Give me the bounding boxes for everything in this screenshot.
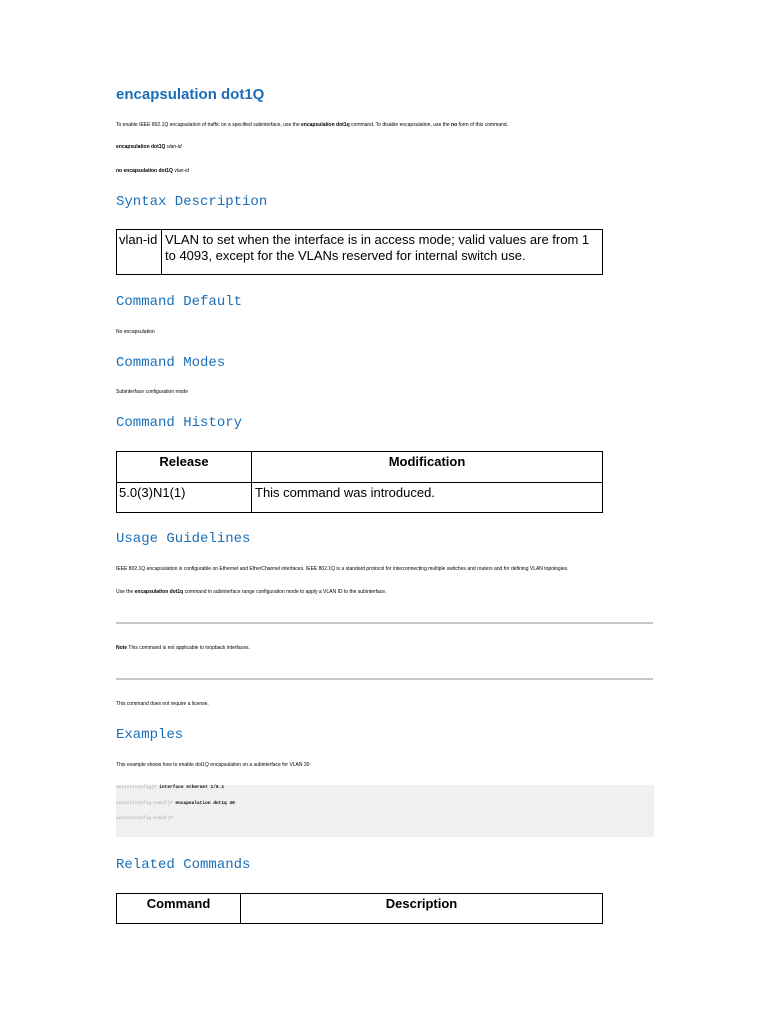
note-bottom-divider	[116, 678, 653, 680]
code-line	[116, 801, 235, 806]
command-modes-text: Subinterface configuration mode	[116, 389, 188, 395]
section-heading-related-commands: Related Commands	[116, 857, 251, 873]
history-release: 5.0(3)N1(1)	[117, 483, 252, 513]
related-header-description: Description	[241, 894, 603, 924]
section-heading-examples: Examples	[116, 727, 184, 743]
note-label: Note	[116, 645, 128, 651]
examples-text: This example shows how to enable dot1Q encapsulation on a subinterface for VLAN 30:	[116, 762, 311, 768]
history-header-release: Release	[117, 452, 252, 483]
table-row	[117, 483, 603, 513]
section-heading-command-history: Command History	[116, 415, 243, 431]
intro-command: encapsulation dot1q	[301, 122, 350, 128]
note	[116, 645, 250, 652]
command-default-text: No encapsulation	[116, 329, 155, 335]
code-block	[116, 785, 654, 837]
section-heading-usage-guidelines: Usage Guidelines	[116, 531, 251, 547]
code-command: encapsulation dot1q 30	[175, 801, 235, 806]
history-table	[116, 451, 603, 513]
note-text: This command is not applicable to loopback interfaces.	[127, 645, 250, 651]
syntax-param: vlan-id	[117, 230, 162, 275]
code-line	[116, 785, 224, 790]
intro-text-1: To enable IEEE 802.1Q encapsulation of traffic on a specified subinterface, use the	[116, 122, 302, 128]
license-text: This command does not require a license.	[116, 701, 209, 707]
syntax-param-description: VLAN to set when the interface is in access mode; valid values are from 1 to 4093, except for the VLANs reserved for internal switch use.	[162, 230, 603, 275]
related-header-command: Command	[117, 894, 241, 924]
code-prompt: switch(config-subif)#	[116, 816, 173, 821]
syntax-table	[116, 229, 603, 275]
syntax-argument: vlan-id	[172, 168, 190, 174]
usage-text-1: Use the	[116, 589, 135, 595]
note-top-divider	[116, 622, 653, 624]
usage-text-2: command in subinterface range configuration mode to apply a VLAN ID to the subinterface.	[183, 589, 387, 595]
code-command: interface ethernet 1/5.1	[159, 785, 225, 790]
syntax-argument: vlan-id	[165, 144, 182, 150]
code-prompt: switch(config)#	[116, 785, 160, 790]
syntax-line-2	[116, 168, 189, 175]
syntax-command: no encapsulation dot1Q	[116, 168, 173, 174]
intro-no: no	[451, 122, 458, 128]
history-header-modification: Modification	[252, 452, 603, 483]
intro-paragraph	[116, 122, 508, 129]
section-heading-syntax-description: Syntax Description	[116, 194, 268, 210]
section-heading-command-modes: Command Modes	[116, 355, 226, 371]
syntax-line-1	[116, 144, 182, 151]
history-modification: This command was introduced.	[252, 483, 603, 513]
intro-text-3: form of this command.	[457, 122, 508, 128]
page-title: encapsulation dot1Q	[116, 86, 265, 103]
usage-paragraph-2	[116, 589, 386, 596]
code-prompt: switch(config-subif)#	[116, 801, 176, 806]
usage-paragraph-1: IEEE 802.1Q encapsulation is configurable on Ethernet and EtherChannel interfaces. IEEE 802.1Q is a standard protocol for interconnecting multiple switches and routers and for defining VLAN topologies.	[116, 566, 569, 572]
intro-text-2: command. To disable encapsulation, use the	[349, 122, 452, 128]
section-heading-command-default: Command Default	[116, 294, 243, 310]
syntax-command: encapsulation dot1Q	[116, 144, 166, 150]
code-line	[116, 816, 173, 821]
related-table	[116, 893, 603, 924]
usage-command: encapsulation dot1q	[134, 589, 184, 595]
